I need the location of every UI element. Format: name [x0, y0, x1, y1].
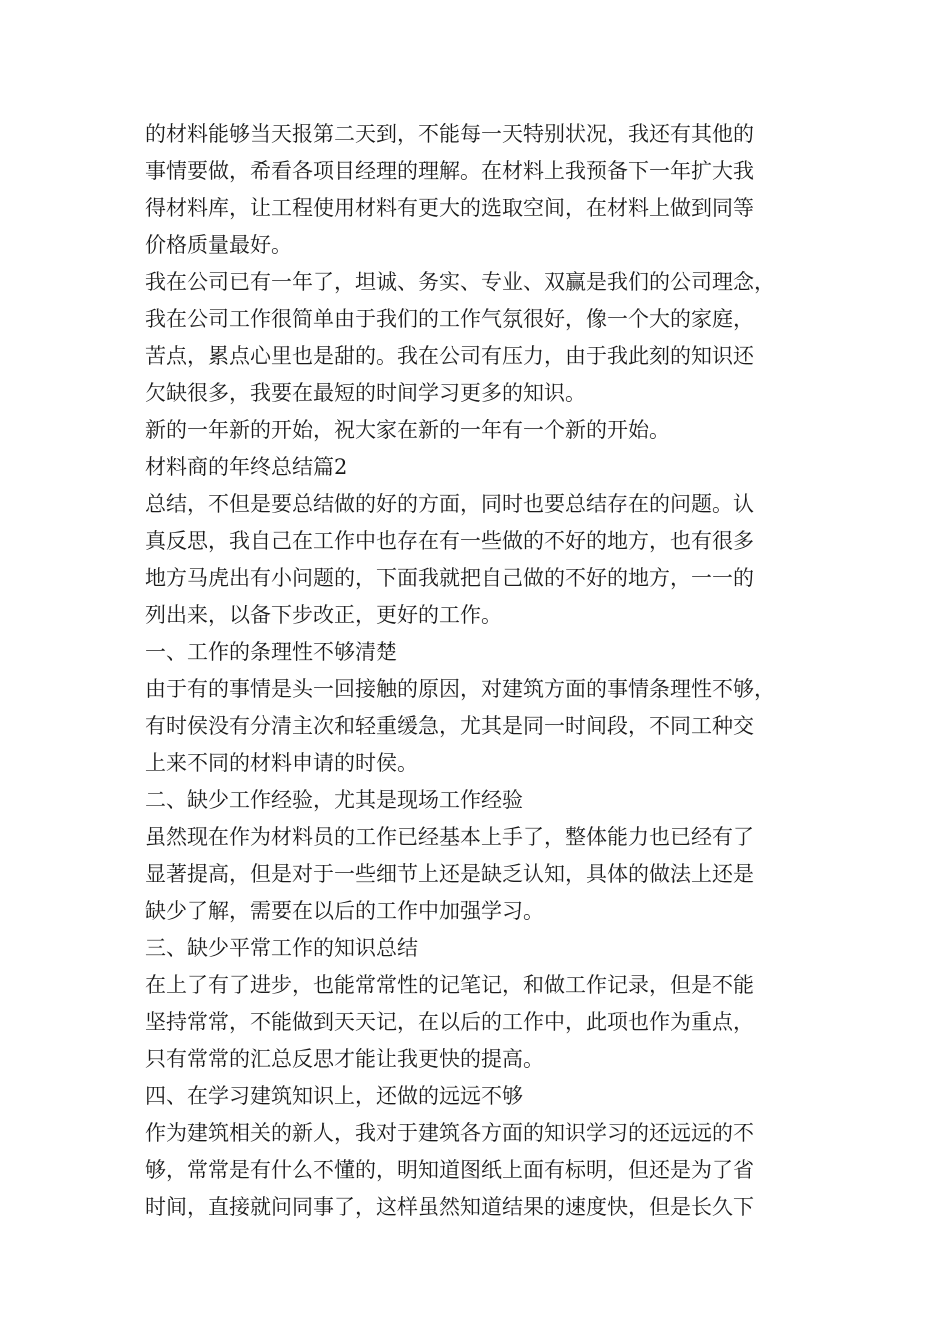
text-line: 坚持常常，不能做到天天记，在以后的工作中，此项也作为重点， — [145, 1010, 754, 1034]
text-line: 在上了有了进步，也能常常性的记笔记，和做工作记录，但是不能 — [145, 973, 754, 997]
text-line: 作为建筑相关的新人，我对于建筑各方面的知识学习的还远远的不 — [145, 1121, 754, 1145]
text-line: 够，常常是有什么不懂的，明知道图纸上面有标明，但还是为了省 — [145, 1158, 754, 1182]
document-body — [145, 116, 825, 1226]
subsection-heading: 二、缺少工作经验，尤其是现场工作经验 — [145, 788, 523, 812]
text-line: 地方马虎出有小问题的，下面我就把自己做的不好的地方，一一的 — [145, 566, 754, 590]
text-line: 得材料库，让工程使用材料有更大的选取空间，在材料上做到同等 — [145, 196, 754, 220]
text-line: 新的一年新的开始，祝大家在新的一年有一个新的开始。 — [145, 418, 670, 442]
text-line: 的材料能够当天报第二天到，不能每一天特别状况，我还有其他的 — [145, 122, 754, 146]
text-line: 虽然现在作为材料员的工作已经基本上手了，整体能力也已经有了 — [145, 825, 754, 849]
text-line: 由于有的事情是头一回接触的原因，对建筑方面的事情条理性不够， — [145, 677, 775, 701]
subsection-heading: 四、在学习建筑知识上，还做的远远不够 — [145, 1084, 523, 1108]
text-line: 只有常常的汇总反思才能让我更快的提高。 — [145, 1047, 544, 1071]
text-line: 有时侯没有分清主次和轻重缓急，尤其是同一时间段，不同工种交 — [145, 714, 754, 738]
subsection-heading: 一、工作的条理性不够清楚 — [145, 640, 397, 664]
text-line: 我在公司已有一年了，坦诚、务实、专业、双赢是我们的公司理念， — [145, 270, 775, 294]
text-line: 时间，直接就问同事了，这样虽然知道结果的速度快，但是长久下 — [145, 1195, 754, 1219]
text-line: 列出来，以备下步改正，更好的工作。 — [145, 603, 502, 627]
text-line: 我在公司工作很简单由于我们的工作气氛很好，像一个大的家庭， — [145, 307, 754, 331]
text-line: 事情要做，希看各项目经理的理解。在材料上我预备下一年扩大我 — [145, 159, 754, 183]
text-line: 苦点，累点心里也是甜的。我在公司有压力，由于我此刻的知识还 — [145, 344, 754, 368]
text-line: 真反思，我自己在工作中也存在有一些做的不好的地方，也有很多 — [145, 529, 754, 553]
text-line: 显著提高，但是对于一些细节上还是缺乏认知，具体的做法上还是 — [145, 862, 754, 886]
text-line: 价格质量最好。 — [145, 233, 292, 257]
text-line: 上来不同的材料申请的时侯。 — [145, 751, 418, 775]
text-line: 总结，不但是要总结做的好的方面，同时也要总结存在的问题。认 — [145, 492, 754, 516]
section-heading: 材料商的年终总结篇2 — [145, 455, 348, 479]
text-line: 缺少了解，需要在以后的工作中加强学习。 — [145, 899, 544, 923]
text-line: 欠缺很多，我要在最短的时间学习更多的知识。 — [145, 381, 586, 405]
subsection-heading: 三、缺少平常工作的知识总结 — [145, 936, 418, 960]
